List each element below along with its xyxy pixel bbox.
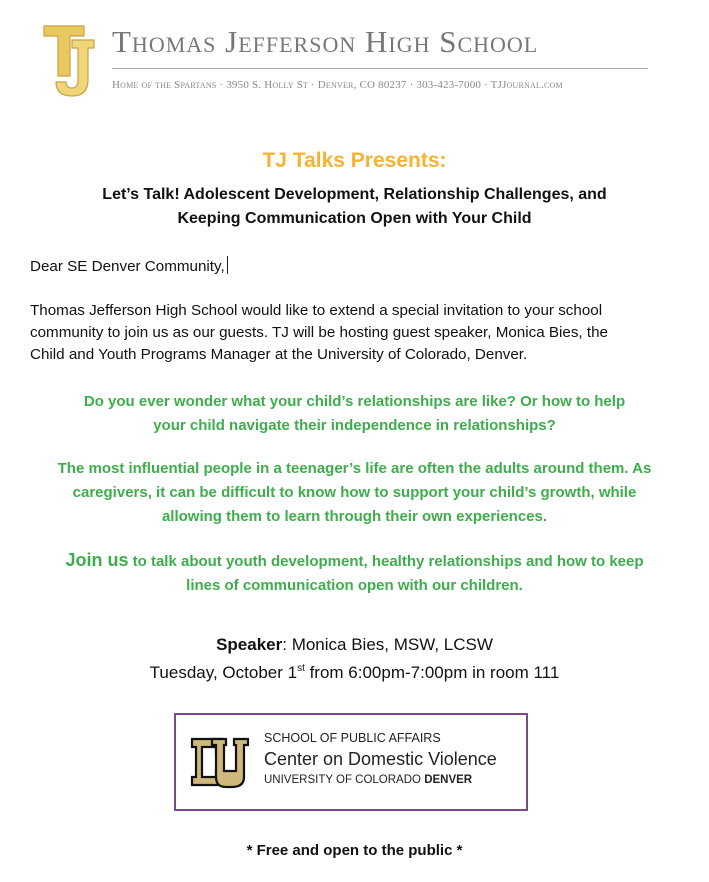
join-line-rest: to talk about youth development, healthy relationships and how to keep: [128, 553, 644, 570]
speaker-label: Speaker: [216, 635, 283, 654]
intro-line: Child and Youth Programs Manager at the University of Colorado, Denver.: [30, 346, 528, 363]
intro-line: community to join us as our guests. TJ will be hosting guest speaker, Monica Bies, the: [30, 324, 608, 341]
question-line: your child navigate their independence in relationships?: [153, 417, 556, 434]
event-series-heading: TJ Talks Presents:: [262, 149, 447, 172]
cu-logo: [188, 733, 250, 791]
join-line: lines of communication open with our children.: [186, 577, 523, 594]
partner-university: [264, 774, 472, 786]
salutation-text: Dear SE Denver Community,: [30, 258, 225, 275]
event-title-line: Keeping Communication Open with Your Child: [177, 210, 532, 227]
letterhead-divider: [112, 68, 648, 69]
event-title-line: Let’s Talk! Adolescent Development, Relationship Challenges, and: [102, 186, 607, 203]
date-line: [0, 663, 709, 683]
question-paragraph: [20, 390, 689, 438]
text-cursor: [227, 256, 228, 274]
school-name: Thomas Jefferson High School: [112, 24, 539, 59]
influence-paragraph: [20, 457, 689, 529]
date-ordinal: st: [297, 663, 305, 674]
date-rest: from 6:00pm-7:00pm in room 111: [304, 663, 560, 682]
join-line: [20, 548, 689, 574]
date-prefix: Tuesday, October 1: [149, 663, 298, 682]
speaker-value: : Monica Bies, MSW, LCSW: [282, 635, 493, 654]
question-line: Do you ever wonder what your child’s relationships are like? Or how to help: [83, 393, 626, 410]
salutation: [30, 256, 228, 278]
event-title: [20, 183, 689, 231]
influence-line: allowing them to learn through their own experiences.: [161, 508, 548, 525]
influence-line: caregivers, it can be difficult to know how to support your child’s growth, while: [72, 484, 637, 501]
partner-logo-box: [174, 713, 528, 811]
partner-school-name: SCHOOL OF PUBLIC AFFAIRS: [264, 731, 441, 745]
school-address: Home of the Spartans · 3950 S. Holly St · Denver, CO 80237 · 303-423-7000 · TJJournal.com: [112, 79, 563, 91]
intro-line: Thomas Jefferson High School would like to extend a special invitation to your school: [30, 302, 603, 319]
partner-university-prefix: UNIVERSITY OF COLORADO: [264, 774, 425, 786]
join-lead: Join us: [65, 550, 129, 570]
speaker-line: [0, 635, 709, 655]
free-public-note: * Free and open to the public *: [246, 842, 463, 859]
join-paragraph: [20, 548, 689, 598]
partner-center-name: Center on Domestic Violence: [264, 749, 497, 769]
intro-paragraph: [30, 300, 608, 366]
tj-logo: [42, 22, 96, 100]
influence-line: The most influential people in a teenager’s life are often the adults around them. As: [57, 460, 652, 477]
partner-university-campus: DENVER: [424, 774, 473, 786]
